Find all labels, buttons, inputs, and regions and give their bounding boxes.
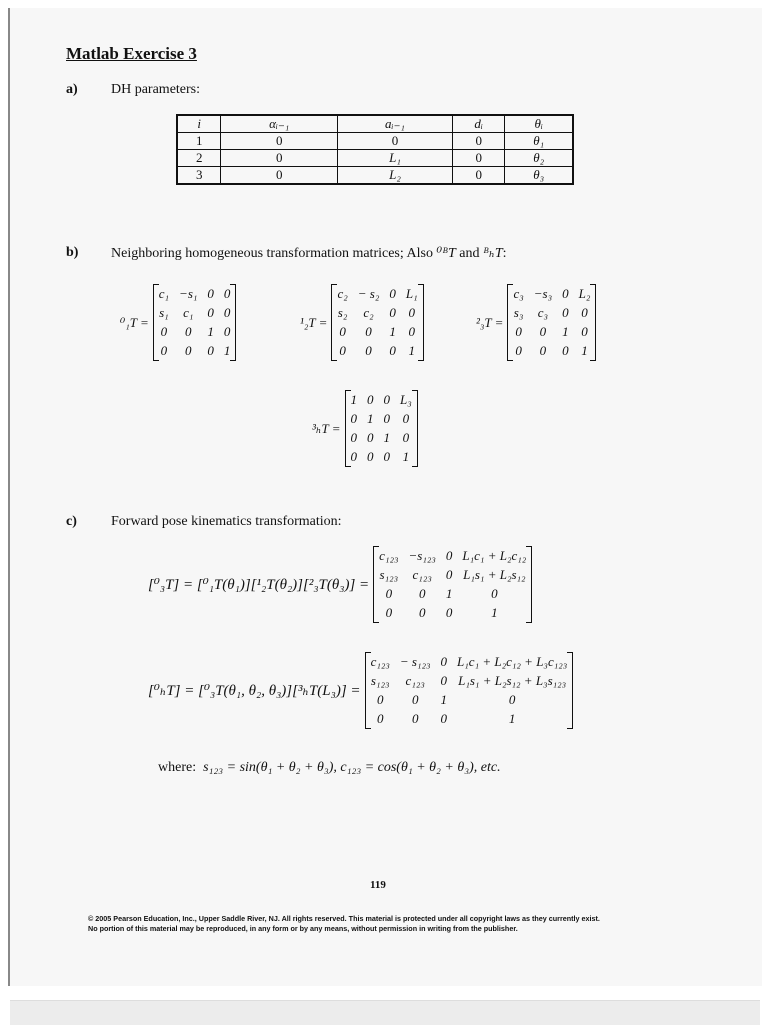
matrix-cell: L₁c₁ + L₂c₁₂ + L₃c₁₂₃ [457, 654, 568, 669]
where-definition: s₁₂₃ = sin(θ₁ + θ₂ + θ₃), c₁₂₃ = cos(θ₁ + θ₂ + θ₃), etc. [203, 760, 501, 775]
matrix-cell: 0 [160, 343, 168, 358]
section-b-label: b) [66, 245, 79, 260]
section-a-heading: DH parameters: [111, 82, 201, 97]
matrix-cell: 0 [367, 392, 374, 407]
section-b-heading-text: Neighboring homogeneous transformation matrices; Also [111, 246, 437, 261]
matrix-cell: c₁ [158, 286, 170, 301]
matrix-cell: 0 [389, 305, 396, 320]
matrix-cell: 0 [350, 449, 358, 464]
dh-header-alpha: αᵢ₋₁ [221, 115, 338, 133]
matrix-lhs: ⁰₁T = [120, 314, 149, 330]
dh-cell: 0 [338, 133, 453, 150]
section-a-label: a) [66, 82, 78, 97]
matrix-cell: L₁c₁ + L₂c₁₂ [462, 548, 527, 563]
matrix-cell: 1 [383, 430, 391, 445]
matrix-cell: 0 [160, 324, 168, 339]
matrix-cell: 0 [350, 430, 358, 445]
matrix-cell: −s₁₂₃ [408, 548, 436, 563]
matrix-cell: 0 [408, 305, 415, 320]
section-b-colon: : [502, 246, 507, 261]
section-b-also-1: ⁰ᴮT [436, 246, 456, 261]
eq1-matrix [373, 546, 532, 623]
matrix-cell: c₃ [537, 305, 549, 320]
page-title: Matlab Exercise 3 [66, 44, 197, 63]
forward-kinematics-eq-1 [148, 546, 532, 623]
matrix-cell: s₃ [513, 305, 524, 320]
dh-cell: 0 [452, 133, 504, 150]
matrix-cell: 0 [376, 692, 384, 707]
matrix-2-3 [476, 284, 596, 361]
matrix-cell: 0 [389, 286, 396, 301]
matrix-3-h [312, 390, 418, 467]
matrix-cell: 0 [402, 411, 410, 426]
matrix-cell: 0 [383, 411, 391, 426]
dh-cell: 2 [177, 150, 221, 167]
matrix-cell: 1 [389, 324, 396, 339]
matrix-cell: c₁₂₃ [370, 654, 390, 669]
where-clause [158, 760, 501, 776]
matrix-cell: 0 [385, 605, 393, 620]
matrix-cell: 0 [418, 605, 426, 620]
matrix-cell: c₁₂₃ [412, 567, 432, 582]
matrix-cell: 1 [223, 343, 231, 358]
matrix-cell: 0 [207, 343, 214, 358]
dh-header-row [177, 115, 573, 133]
dh-cell: 0 [221, 167, 338, 185]
matrix-cell: 0 [376, 711, 384, 726]
matrix-cell: −s₃ [533, 286, 553, 301]
dh-cell: θ₁ [505, 133, 573, 150]
dh-cell: 3 [177, 167, 221, 185]
matrix-cell: 1 [207, 324, 214, 339]
matrix-cell: 1 [508, 711, 516, 726]
matrix-cell: 0 [350, 411, 358, 426]
copyright-notice [88, 914, 708, 934]
matrix-grid [345, 390, 418, 467]
matrix-cell: 0 [445, 567, 453, 582]
page-number: 119 [370, 879, 386, 891]
matrix-cell: 1 [408, 343, 415, 358]
matrix-cell: 0 [184, 324, 192, 339]
dh-cell: 0 [452, 150, 504, 167]
matrix-cell: 0 [539, 343, 547, 358]
dh-row-2 [177, 150, 573, 167]
matrix-lhs: ¹₂T = [300, 314, 328, 330]
matrix-cell: L₂ [578, 286, 591, 301]
matrix-cell: 0 [367, 449, 374, 464]
matrix-cell: c₃ [513, 286, 524, 301]
matrix-cell: s₁ [159, 305, 169, 320]
forward-kinematics-eq-2 [148, 652, 573, 729]
matrix-cell: 0 [367, 430, 374, 445]
matrix-cell: 1 [402, 449, 410, 464]
matrix-cell: 0 [339, 324, 346, 339]
eq2-lhs: [⁰ₕT] = [⁰₃T(θ₁, θ₂, θ₃)][³ₕT(L₃)] = [148, 683, 361, 699]
dh-cell: 0 [452, 167, 504, 185]
matrix-cell: 0 [581, 305, 588, 320]
section-c-heading: Forward pose kinematics transformation: [111, 514, 342, 529]
matrix-cell: 1 [581, 343, 588, 358]
matrix-cell: 0 [365, 343, 372, 358]
matrix-cell: 0 [440, 673, 448, 688]
matrix-cell: 0 [491, 586, 498, 601]
matrix-lhs: ²₃T = [476, 314, 504, 330]
matrix-cell: L₁ [405, 286, 418, 301]
matrix-cell: c₂ [337, 286, 348, 301]
dh-cell: L₂ [338, 167, 453, 185]
matrix-cell: 0 [383, 392, 391, 407]
matrix-cell: 0 [508, 692, 516, 707]
matrix-grid [331, 284, 423, 361]
matrix-grid [507, 284, 596, 361]
matrix-cell: 1 [440, 692, 448, 707]
matrix-cell: 0 [440, 654, 448, 669]
matrix-cell: c₂ [363, 305, 374, 320]
matrix-cell: − s₂ [357, 286, 380, 301]
section-b-also-2: ᴮₕT [482, 246, 503, 261]
matrix-cell: 0 [339, 343, 346, 358]
where-label: where: [158, 760, 197, 775]
matrix-cell: 0 [408, 324, 415, 339]
matrix-lhs: ³ₕT = [312, 420, 341, 436]
matrix-cell: 0 [411, 711, 419, 726]
dh-cell: L₁ [338, 150, 453, 167]
matrix-cell: 0 [411, 692, 419, 707]
matrix-cell: 0 [389, 343, 396, 358]
matrix-cell: 0 [418, 586, 426, 601]
matrix-cell: 1 [562, 324, 569, 339]
matrix-cell: 0 [223, 305, 231, 320]
dh-row-1 [177, 133, 573, 150]
matrix-cell: 0 [402, 430, 410, 445]
matrix-cell: 0 [515, 324, 522, 339]
matrix-cell: 0 [207, 305, 214, 320]
matrix-1-2 [300, 284, 424, 361]
dh-header-a: aᵢ₋₁ [338, 115, 453, 133]
matrix-cell: c₁₂₃ [405, 673, 425, 688]
matrix-cell: s₁₂₃ [379, 567, 399, 582]
dh-row-3 [177, 167, 573, 185]
dh-cell: 1 [177, 133, 221, 150]
matrix-cell: L₃ [400, 392, 412, 407]
matrix-cell: 0 [184, 343, 192, 358]
matrix-cell: 1 [367, 411, 374, 426]
matrix-cell: 0 [445, 548, 453, 563]
dh-cell: 0 [221, 133, 338, 150]
matrix-cell: −s₁ [179, 286, 198, 301]
copyright-line-2: No portion of this material may be reproduced, in any form or by any means, without permission in writing from the publisher. [88, 924, 518, 933]
matrix-cell: 0 [515, 343, 522, 358]
matrix-cell: 1 [445, 586, 453, 601]
matrix-cell: 0 [562, 305, 569, 320]
matrix-cell: − s₁₂₃ [399, 654, 431, 669]
matrix-cell: 0 [440, 711, 448, 726]
matrix-cell: 0 [539, 324, 547, 339]
matrix-cell: 1 [491, 605, 498, 620]
matrix-cell: 0 [445, 605, 453, 620]
matrix-cell: 1 [350, 392, 358, 407]
eq1-lhs: [⁰₃T] = [⁰₁T(θ₁)][¹₂T(θ₂)][²₃T(θ₃)] = [148, 577, 370, 593]
dh-parameters-table [176, 114, 574, 185]
section-c-label: c) [66, 514, 77, 529]
matrix-cell: s₁₂₃ [370, 673, 390, 688]
copyright-line-1: © 2005 Pearson Education, Inc., Upper Saddle River, NJ. All rights reserved. This material is protected under all copyright laws as they currently exist. [88, 914, 600, 923]
dh-header-i: i [177, 115, 221, 133]
matrix-0-1 [120, 284, 236, 361]
matrix-grid [153, 284, 237, 361]
matrix-cell: 0 [365, 324, 372, 339]
eq2-matrix [365, 652, 574, 729]
section-b-heading [111, 245, 507, 262]
matrix-cell: 0 [383, 449, 391, 464]
matrix-cell: 0 [562, 286, 569, 301]
matrix-cell: 0 [207, 286, 214, 301]
dh-header-theta: θᵢ [505, 115, 573, 133]
matrix-cell: 0 [562, 343, 569, 358]
matrix-cell: 0 [223, 286, 231, 301]
matrix-cell: c₁₂₃ [379, 548, 399, 563]
matrix-cell: L₁s₁ + L₂s₁₂ + L₃s₁₂₃ [458, 673, 567, 688]
section-b-and: and [455, 246, 483, 261]
matrix-cell: s₂ [337, 305, 348, 320]
matrix-cell: c₁ [183, 305, 194, 320]
matrix-cell: 0 [385, 586, 393, 601]
dh-cell: 0 [221, 150, 338, 167]
dh-cell: θ₂ [505, 150, 573, 167]
matrix-cell: L₁s₁ + L₂s₁₂ [463, 567, 526, 582]
matrix-cell: 0 [223, 324, 231, 339]
dh-header-d: dᵢ [452, 115, 504, 133]
next-page-edge [10, 1000, 760, 1025]
matrix-cell: 0 [581, 324, 588, 339]
dh-cell: θ₃ [505, 167, 573, 185]
